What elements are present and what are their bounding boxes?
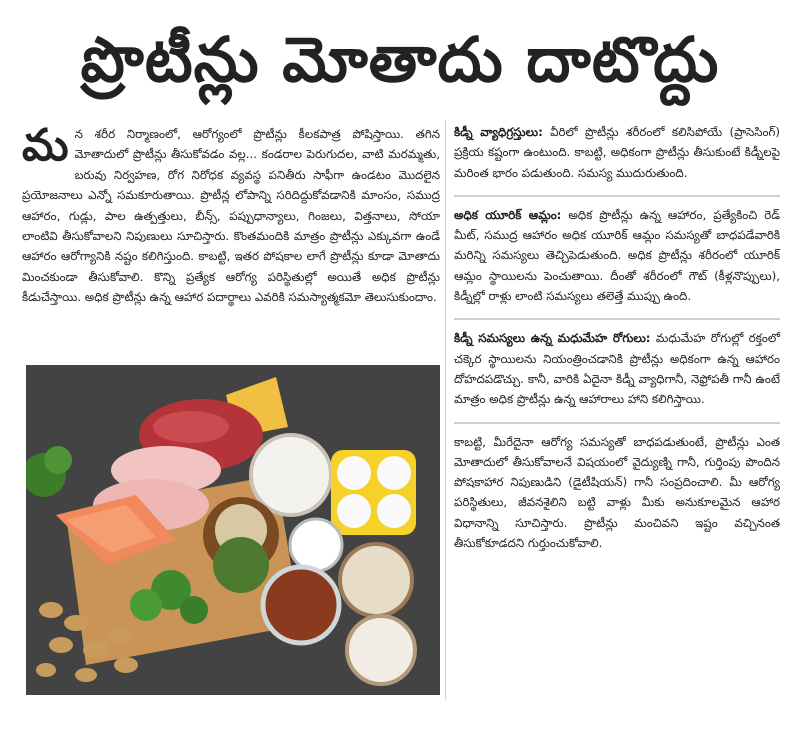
grain-bowl bbox=[340, 544, 412, 616]
section-divider bbox=[454, 422, 780, 424]
white-bowl bbox=[251, 435, 331, 515]
lentil-bowl bbox=[263, 567, 339, 643]
section-text: అధిక ప్రొటీన్లు ఉన్న ఆహారం, ప్రత్యేకించి రెడ్ మీట్, సముద్ర ఆహారం అధిక యూరిక్ ఆమ్లం సమస్యతో బాధపడేవారికి మరిన్ని సమస్యలు తెచ్చిపెడుతుంది. అధిక ప్రొటీన్లు శరీరంలో యూరిక్ ఆమ్లం స్థాయిలను పెంచుతాయి. దీంతో శరీరంలో గౌట్ (కీళ్లనొప్పులు), కిడ్నీల్లో రాళ్లు లాంటి సమస్యలు తలెత్తే ముప్పు ఉంది. bbox=[454, 207, 780, 304]
section-heading: కిడ్నీ సమస్యలు ఉన్న మధుమేహ రోగులు: bbox=[454, 331, 651, 346]
drop-cap: మ bbox=[22, 120, 69, 171]
yogurt-cup bbox=[290, 519, 342, 571]
section-diabetic-kidney bbox=[454, 328, 780, 415]
section-conclusion bbox=[454, 432, 780, 560]
section-heading: కిడ్నీ వ్యాధిగ్రస్తులు: bbox=[454, 125, 543, 139]
intro-text: న శరీర నిర్మాణంలో, ఆరోగ్యంలో ప్రొటీన్లు కీలకపాత్ర పోషిస్తాయి. తగిన మోతాదులో ప్రొటీన్లు తీసుకోవడం వల్ల... కండరాల పెరుగుదల, వాటి మరమ్మతు, బరువు నిర్వహణ, రోగ నిరోధక వ్యవస్థ పనితీరు సాఫీగా ఉండటం మొదలైన ప్రయోజనాలు ఎన్నో సమకూరుతాయి. ప్రొటీన్ల లోపాన్ని సరిదిద్దుకోవడానికి మాంసం, సముద్ర ఆహారం, గుడ్లు, పాల ఉత్పత్తులు, బీన్స్, పప్పుధాన్యాలు, గింజలు, విత్తనాలు, సోయా లాంటివి తీసుకోవాలని నిపుణులు సూచిస్తారు. కొంతమందికి మాత్రం ప్రొటీన్లు ఎక్కువగా ఉండే ఆహారం ఆరోగ్యానికి నష్టం కలిగిస్తుంది. కాబట్టి, ఇతర పోషకాల లాగే ప్రొటీన్లు కూడా మోతాదు మించకుండా తీసుకోవాలి. కొన్ని ప్రత్యేక ఆరోగ్య పరిస్థితుల్లో అయితే అధిక ప్రొటీన్లు కీడుచేస్తాయి. అధిక ప్రొటీన్లు ఉన్న ఆహార పదార్థాలు ఎవరికి సమస్యాత్మకమో తెలుసుకుందాం. bbox=[22, 127, 440, 305]
protein-foods-photo bbox=[26, 365, 440, 695]
section-divider bbox=[454, 195, 780, 197]
section-text: వీరిలో ప్రొటీన్లు శరీరంలో కలిసిపోయే (ప్రాసెసింగ్) ప్రక్రియ కష్టంగా ఉంటుంది. కాబట్టి, అధికంగా ప్రొటీన్లు తీసుకుంటే కిడ్నీలపై మరింత భారం పడుతుంది. సమస్య ముదురుతుంది. bbox=[454, 125, 780, 180]
rice-bowl bbox=[347, 616, 415, 684]
section-text: కాబట్టి, మీరేదైనా ఆరోగ్య సమస్యతో బాధపడుతుంటే, ప్రొటీన్లు ఎంత మోతాదులో తీసుకోవాలనే విషయంలో వైద్యుణ్ని గానీ, గుర్తింపు పొందిన పోషకాహార నిపుణుడిని (డైటీషియన్) గానీ సంప్రదించాలి. మీ ఆరోగ్య పరిస్థితులు, జీవనశైలిని బట్టి వాళ్లు మీకు అనుకూలమైన ఆహార విధానాన్ని సూచిస్తారు. ప్రొటీన్లు మంచివని ఇష్టం వచ్చినంత తీసుకోకూడదని గుర్తుంచుకోవాలి. bbox=[454, 434, 780, 551]
section-heading: అధిక యూరిక్ ఆమ్లం: bbox=[454, 207, 562, 222]
section-text: మధుమేహ రోగుల్లో రక్తంలో చక్కెర స్థాయిలను నియంత్రించడానికి ప్రొటీన్లు అధికంగా ఉన్న ఆహారం దోహదపడొచ్చు. కానీ, వారికి ఏదైనా కిడ్నీ వ్యాధిగానీ, నెఫ్రోపతీ గానీ ఉంటే మాత్రం అధిక ప్రొటీన్లు ఉన్న ఆహారాలు హాని కలిగిస్తాయి. bbox=[454, 331, 780, 407]
right-column bbox=[454, 122, 780, 559]
headline: ప్రొటీన్లు మోతాదు దాటొద్దు bbox=[80, 23, 720, 96]
protein-foods-illustration bbox=[26, 365, 440, 695]
intro-paragraph bbox=[22, 120, 440, 308]
section-uric-acid bbox=[454, 205, 780, 312]
column-divider bbox=[445, 120, 446, 700]
section-divider bbox=[454, 318, 780, 320]
intro-column bbox=[22, 120, 440, 308]
section-kidney-patients bbox=[454, 122, 780, 189]
